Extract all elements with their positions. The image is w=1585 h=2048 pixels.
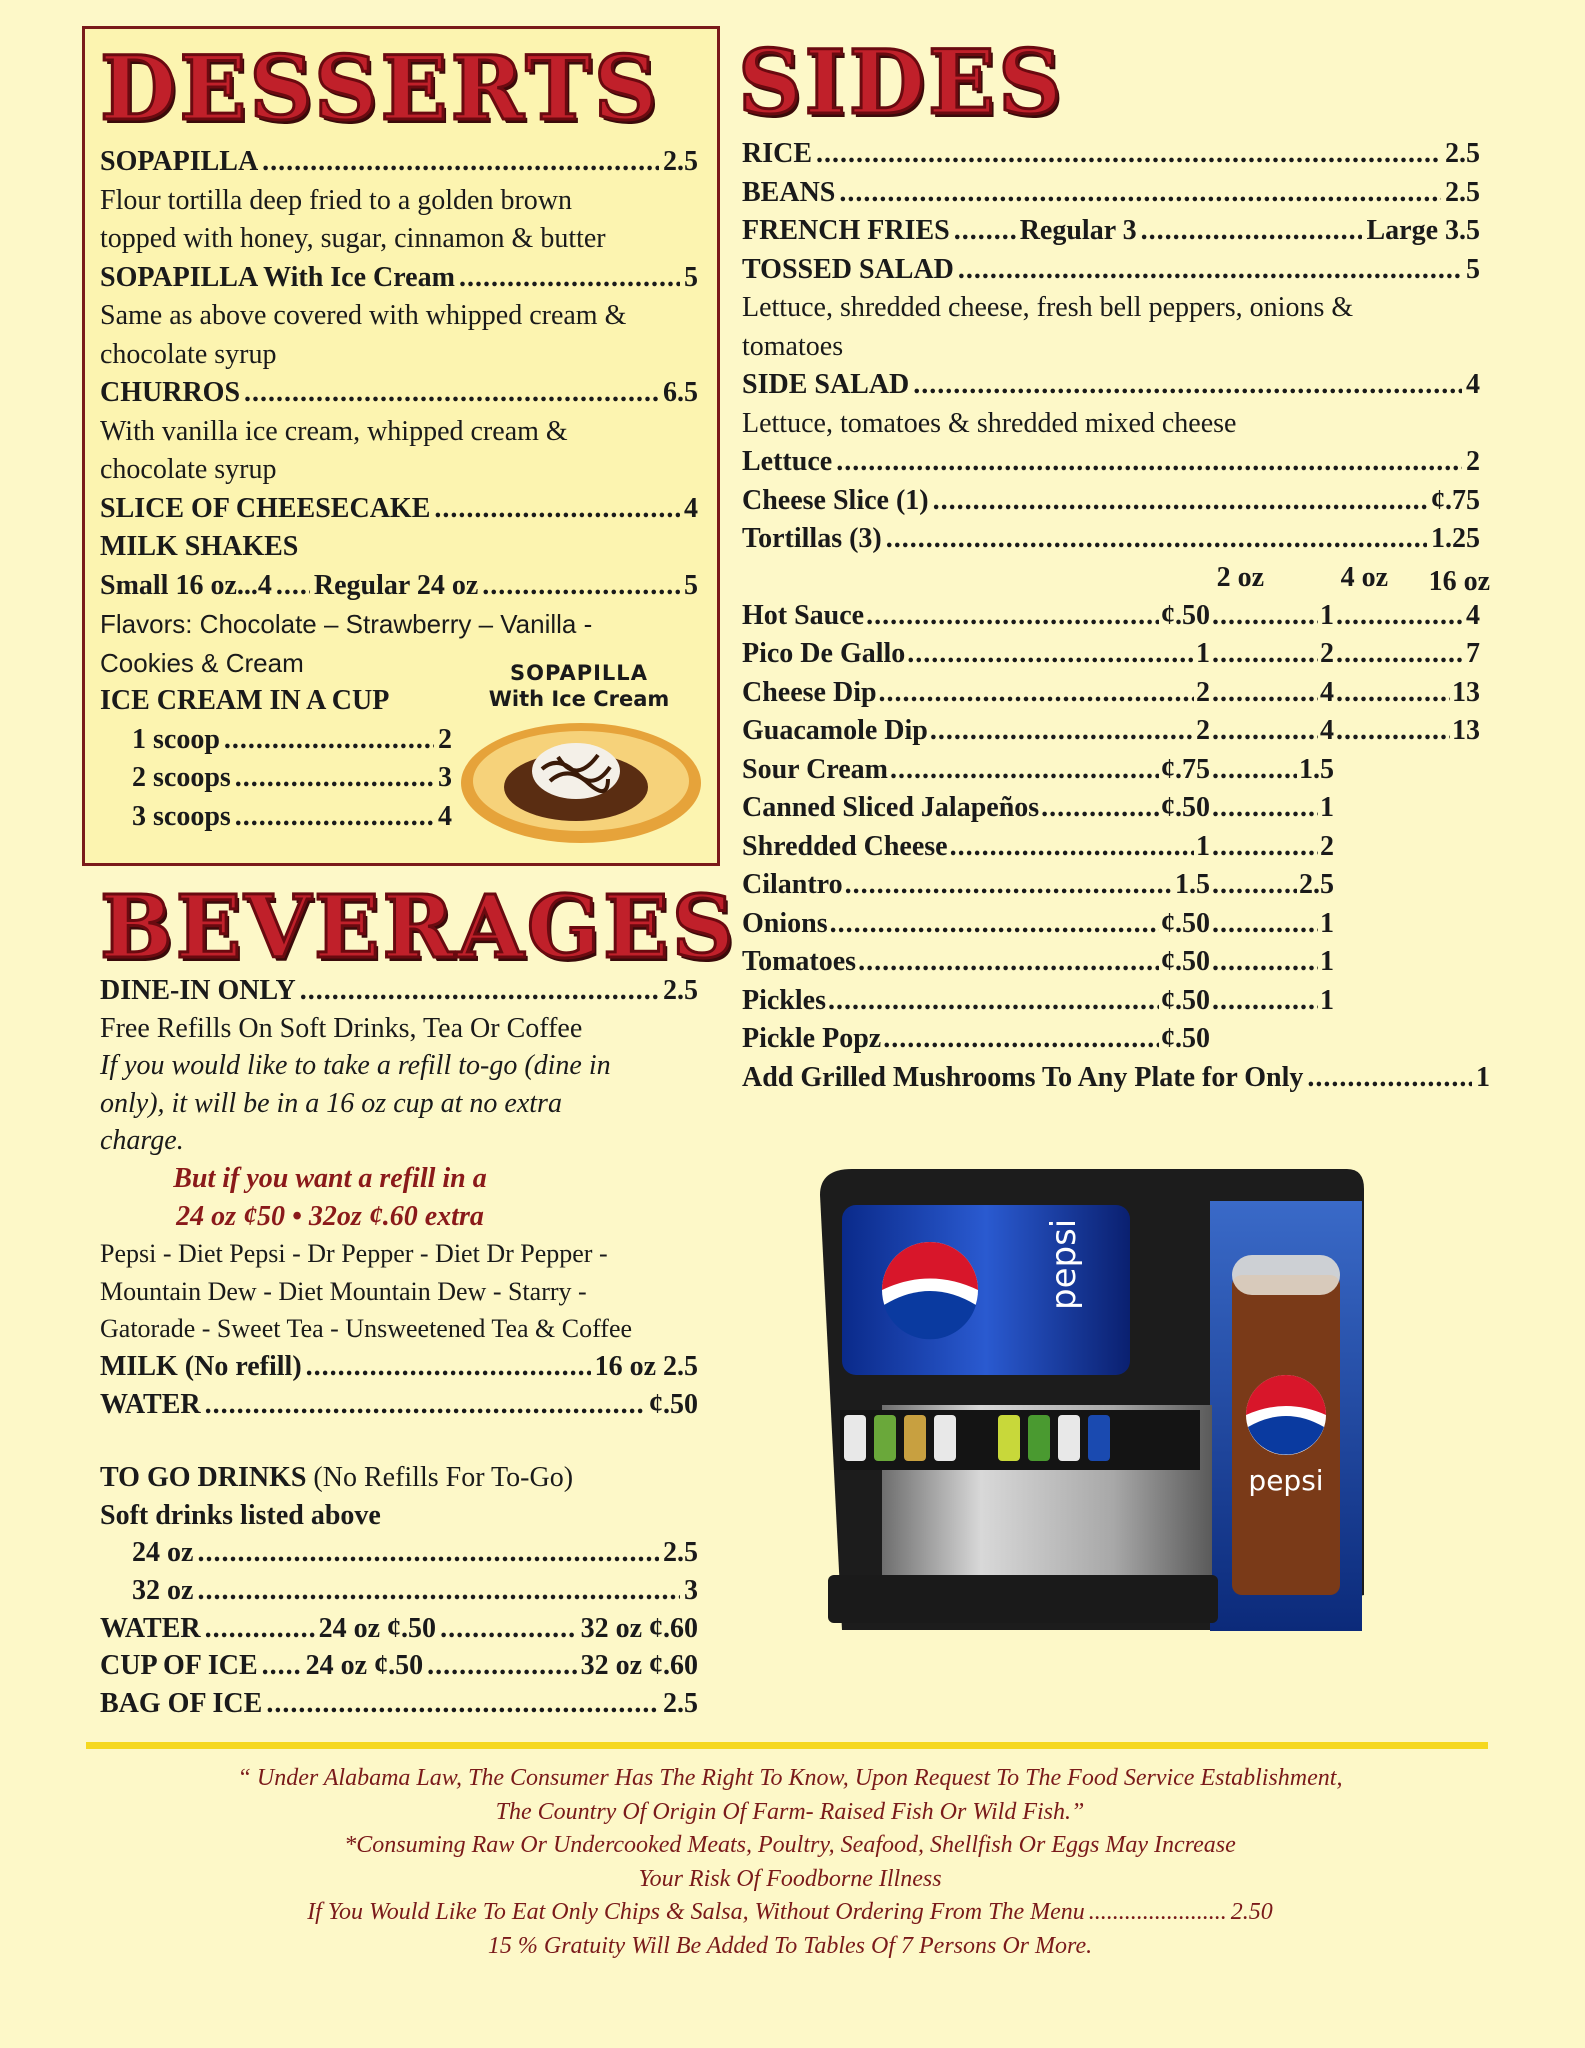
small-size: Small 16 oz...4 (100, 569, 272, 601)
sized-item-row (742, 789, 1480, 828)
price-16oz: 13 (1452, 676, 1480, 708)
size-cell (742, 828, 1210, 867)
item-desc: chocolate syrup (100, 454, 277, 485)
size-price: 2.5 (663, 1537, 698, 1569)
item-name: Onions (742, 907, 828, 939)
size-cell (1210, 866, 1334, 905)
refills-note: Free Refills On Soft Drinks, Tea Or Coffee (100, 1012, 583, 1044)
footer (90, 1762, 1490, 1963)
size-headers (742, 559, 1490, 597)
size-cell (1210, 1020, 1334, 1059)
price-2oz: 1 (1196, 830, 1210, 862)
size-name: 1 scoop (132, 723, 220, 755)
price-4oz: 4 (1320, 715, 1334, 746)
sized-item-row (742, 635, 1480, 674)
footer-line: The Country Of Origin Of Farm- Raised Fish Or Wild Fish.” (495, 1798, 1085, 1825)
menu-item (742, 366, 1480, 405)
soda-dispenser-image (812, 1165, 1372, 1640)
item-desc: topped with honey, sugar, cinnamon & butter (100, 223, 606, 254)
togo-note: only), it will be in a 16 oz cup at no extra (100, 1087, 562, 1119)
item-name: Hot Sauce (742, 599, 865, 631)
drink-list: Gatorade - Sweet Tea - Unsweetened Tea & Coffee (100, 1314, 633, 1344)
item-name: CUP OF ICE (100, 1650, 258, 1682)
price-24: 24 oz ¢.50 (305, 1650, 424, 1682)
size-cell (742, 712, 1210, 751)
price-2oz: ¢.50 (1161, 792, 1210, 823)
ice-cream-size (100, 759, 452, 798)
size-cell (1334, 982, 1480, 1021)
item-name: Pico De Gallo (742, 638, 906, 669)
item-price: 4 (1466, 369, 1480, 400)
price-2oz: ¢.50 (1161, 984, 1210, 1016)
item-price: 6.5 (663, 377, 698, 408)
item-name: Cheese Dip (742, 676, 877, 708)
sized-item-row (742, 866, 1480, 905)
size-cell (742, 674, 1210, 713)
large-price: Large 3.5 (1366, 215, 1480, 246)
size-price: 3 (438, 762, 452, 793)
price-2oz: 1.5 (1175, 869, 1210, 900)
item-price: 2 (1466, 446, 1480, 477)
item-desc: Same as above covered with whipped cream & (100, 300, 627, 331)
menu-item (100, 374, 698, 413)
size-cell (1210, 905, 1334, 944)
item-price: 2.5 (663, 1687, 698, 1719)
price-16oz: 7 (1466, 638, 1480, 669)
size-cell (1334, 1020, 1480, 1059)
item-price: 2.5 (663, 975, 698, 1006)
sized-item-row (742, 905, 1480, 944)
price-2oz: ¢.75 (1161, 753, 1210, 785)
size-cell (1210, 943, 1334, 982)
item-name: Guacamole Dip (742, 715, 928, 746)
drink-list: Mountain Dew - Diet Mountain Dew - Starry - (100, 1276, 587, 1306)
size-cell (1210, 674, 1334, 713)
item-name: WATER (100, 1388, 201, 1420)
item-desc: Lettuce, tomatoes & shredded mixed cheese (742, 407, 1237, 439)
item-price: 4 (684, 492, 698, 524)
sides-heading: SIDES (738, 30, 1065, 134)
size-cell (1334, 751, 1480, 790)
menu-item (100, 259, 698, 298)
size-cell (742, 597, 1210, 636)
size-name: 32 oz (132, 1574, 194, 1606)
item-price: 2.5 (1445, 176, 1480, 208)
to-go-cup-ice (100, 1647, 698, 1685)
item-name: Tomatoes (742, 946, 857, 977)
size-cell (1210, 635, 1334, 674)
footer-line: *Consuming Raw Or Undercooked Meats, Poultry, Seafood, Shellfish Or Eggs May Increase (344, 1832, 1236, 1858)
sized-items (742, 597, 1480, 1059)
price-4oz: 1 (1320, 599, 1334, 631)
menu-item (742, 520, 1480, 559)
item-name: Cheese Slice (1) (742, 484, 929, 516)
item-price: 16 oz 2.5 (594, 1350, 698, 1382)
price-2oz: ¢.50 (1161, 907, 1210, 939)
size-price: 3 (684, 1574, 698, 1606)
item-name: RICE (742, 138, 813, 169)
caption-line: SOPAPILLA (510, 661, 648, 685)
menu-item (742, 251, 1480, 290)
item-name: Canned Sliced Jalapeños (742, 792, 1040, 823)
size-cell (742, 1020, 1210, 1059)
size-cell (1210, 828, 1334, 867)
ice-cream-size (100, 721, 452, 760)
sized-item-row (742, 828, 1480, 867)
item-name: SOPAPILLA (100, 146, 259, 177)
sopapilla-caption (472, 660, 686, 712)
price-4oz: 4 (1320, 676, 1334, 708)
price-4oz: 2 (1320, 830, 1334, 862)
size-cell (742, 866, 1210, 905)
price-4oz: 2.5 (1299, 869, 1334, 900)
milk-shakes-sizes (100, 567, 698, 606)
size-cell (742, 982, 1210, 1021)
item-price: 1 (1476, 1061, 1490, 1093)
menu-item (742, 443, 1480, 482)
item-name: SIDE SALAD (742, 369, 910, 400)
menu-item-mushrooms (742, 1059, 1490, 1098)
item-name: FRENCH FRIES (742, 215, 950, 246)
item-name: BEANS (742, 176, 836, 208)
beverages-list (100, 972, 698, 1722)
size-price: 2 (438, 723, 452, 755)
price-4oz: 1 (1320, 792, 1334, 823)
regular-size: Regular 24 oz (313, 569, 479, 601)
menu-item (100, 1386, 698, 1424)
item-price: 1.25 (1431, 523, 1480, 554)
item-price: 5 (1466, 253, 1480, 285)
sized-item-row (742, 751, 1480, 790)
size-cell (1210, 597, 1334, 636)
ice-cream-size (100, 798, 452, 837)
price-2oz: 2 (1196, 676, 1210, 708)
price-32: 32 oz ¢.60 (580, 1612, 698, 1644)
item-name: TOSSED SALAD (742, 253, 954, 285)
price-16oz: 4 (1466, 599, 1480, 631)
menu-item (100, 143, 698, 182)
item-desc: With vanilla ice cream, whipped cream & (100, 415, 568, 447)
price-4oz: 1 (1320, 946, 1334, 977)
size-cell (1210, 789, 1334, 828)
menu-item-fries (742, 212, 1480, 251)
size-header: 2 oz (1216, 561, 1264, 593)
size-cell (742, 943, 1210, 982)
item-name: Lettuce (742, 446, 833, 477)
togo-note: charge. (100, 1125, 184, 1157)
to-go-size (100, 1572, 698, 1610)
togo-note: If you would like to take a refill to-go (dine in (100, 1050, 611, 1082)
size-price: 4 (438, 800, 452, 832)
size-cell (1334, 712, 1480, 751)
item-price: ¢.50 (649, 1388, 698, 1420)
pepsi-logo-text: pepsi (1044, 1218, 1084, 1310)
price-2oz: ¢.50 (1161, 946, 1210, 977)
item-desc: Flour tortilla deep fried to a golden brown (100, 184, 572, 216)
sopapilla-photo (458, 715, 704, 845)
price-4oz: 1.5 (1299, 753, 1334, 785)
price-32: 32 oz ¢.60 (580, 1650, 698, 1682)
size-header: 4 oz (1340, 561, 1388, 593)
menu-item (742, 482, 1480, 521)
item-name: Pickles (742, 984, 826, 1016)
item-price: 5 (684, 261, 698, 293)
drink-list: Pepsi - Diet Pepsi - Dr Pepper - Diet Dr Pepper - (100, 1239, 608, 1269)
price-24: 24 oz ¢.50 (318, 1612, 437, 1644)
size-cell (742, 789, 1210, 828)
size-header: 16 oz (1428, 565, 1490, 597)
sized-item-row (742, 674, 1480, 713)
item-name: Pickle Popz (742, 1023, 882, 1054)
size-cell (742, 635, 1210, 674)
item-desc: tomatoes (742, 330, 844, 362)
to-go-size (100, 1534, 698, 1572)
to-go-water (100, 1610, 698, 1648)
price-2oz: ¢.50 (1161, 599, 1210, 631)
size-cell (1210, 751, 1334, 790)
size-cell (1334, 905, 1480, 944)
size-name: 3 scoops (132, 800, 231, 832)
size-name: 2 scoops (132, 762, 231, 793)
menu-item (100, 972, 698, 1010)
size-name: 24 oz (132, 1537, 194, 1569)
price-16oz: 13 (1452, 715, 1480, 746)
item-name: BAG OF ICE (100, 1687, 263, 1719)
to-go-note: (No Refills For To-Go) (313, 1462, 574, 1494)
item-name: Sour Cream (742, 753, 888, 785)
sized-item-row (742, 982, 1480, 1021)
footer-line: “ Under Alabama Law, The Consumer Has The Right To Know, Upon Request To The Food Service Establishment, (237, 1765, 1343, 1791)
price-4oz: 2 (1320, 638, 1334, 669)
size-cell (742, 751, 1210, 790)
menu-item (742, 174, 1480, 213)
footer-chips-line: If You Would Like To Eat Only Chips & Salsa, Without Ordering From The Menu ....................... 2.50 (90, 1896, 1490, 1930)
item-name: Add Grilled Mushrooms To Any Plate for Only (742, 1061, 1304, 1093)
chips-price: 2.50 (1230, 1899, 1273, 1925)
size-cell (1334, 789, 1480, 828)
regular-price: Regular 3 (1019, 215, 1137, 246)
item-price: ¢.75 (1431, 484, 1480, 516)
item-name: WATER (100, 1612, 201, 1644)
size-cell (1334, 597, 1480, 636)
price-2oz: ¢.50 (1161, 1023, 1210, 1054)
item-name: SLICE OF CHEESECAKE (100, 492, 431, 524)
size-cell (1334, 943, 1480, 982)
footer-line: 15 % Gratuity Will Be Added To Tables Of 7 Persons Or More. (487, 1932, 1093, 1959)
pepsi-logo-text: pepsi (1248, 1464, 1324, 1497)
item-name: MILK (No refill) (100, 1350, 302, 1382)
flavors: Flavors: Chocolate – Strawberry – Vanilla - (100, 609, 593, 639)
regular-price: 5 (684, 569, 698, 601)
price-2oz: 1 (1196, 638, 1210, 669)
to-go-sub: Soft drinks listed above (100, 1499, 381, 1531)
price-2oz: 2 (1196, 715, 1210, 746)
price-4oz: 1 (1320, 907, 1334, 939)
sides-list (742, 135, 1490, 1097)
footer-line: Your Risk Of Foodborne Illness (638, 1865, 942, 1892)
size-cell (1210, 712, 1334, 751)
refill-extra: But if you want a refill in a (173, 1162, 487, 1194)
size-cell (1334, 635, 1480, 674)
flavors: Cookies & Cream (100, 647, 304, 678)
menu-item (742, 135, 1480, 174)
footer-divider (86, 1742, 1488, 1749)
size-cell (1334, 866, 1480, 905)
item-name: Shredded Cheese (742, 830, 948, 862)
item-name: CHURROS (100, 377, 241, 408)
item-price: 2.5 (663, 146, 698, 177)
item-name: Cilantro (742, 869, 843, 900)
caption-line: With Ice Cream (488, 687, 670, 711)
sized-item-row (742, 712, 1480, 751)
desserts-heading: DESSERTS (100, 36, 661, 140)
milk-shakes-title: MILK SHAKES (100, 531, 299, 562)
item-name: Tortillas (3) (742, 523, 882, 554)
menu-item (100, 490, 698, 529)
to-go-heading: TO GO DRINKS (100, 1462, 307, 1494)
menu-item (100, 1348, 698, 1386)
size-cell (1210, 982, 1334, 1021)
size-cell (1334, 674, 1480, 713)
to-go-title (100, 1459, 698, 1497)
ice-cream-title: ICE CREAM IN A CUP (100, 685, 390, 716)
price-4oz: 1 (1320, 984, 1334, 1016)
size-cell (742, 905, 1210, 944)
item-name: SOPAPILLA With Ice Cream (100, 261, 455, 293)
item-desc: chocolate syrup (100, 338, 277, 370)
sized-item-row (742, 597, 1480, 636)
beverages-heading: BEVERAGES (100, 877, 737, 978)
sized-item-row (742, 943, 1480, 982)
item-price: 2.5 (1445, 138, 1480, 169)
sized-item-row (742, 1020, 1480, 1059)
refill-extra: 24 oz ¢50 • 32oz ¢.60 extra (176, 1200, 484, 1232)
size-cell (1334, 828, 1480, 867)
chips-text: If You Would Like To Eat Only Chips & Salsa, Without Ordering From The Menu (307, 1899, 1085, 1925)
item-name: DINE-IN ONLY (100, 975, 296, 1006)
item-desc: Lettuce, shredded cheese, fresh bell peppers, onions & (742, 292, 1354, 323)
to-go-bag-ice (100, 1685, 698, 1723)
